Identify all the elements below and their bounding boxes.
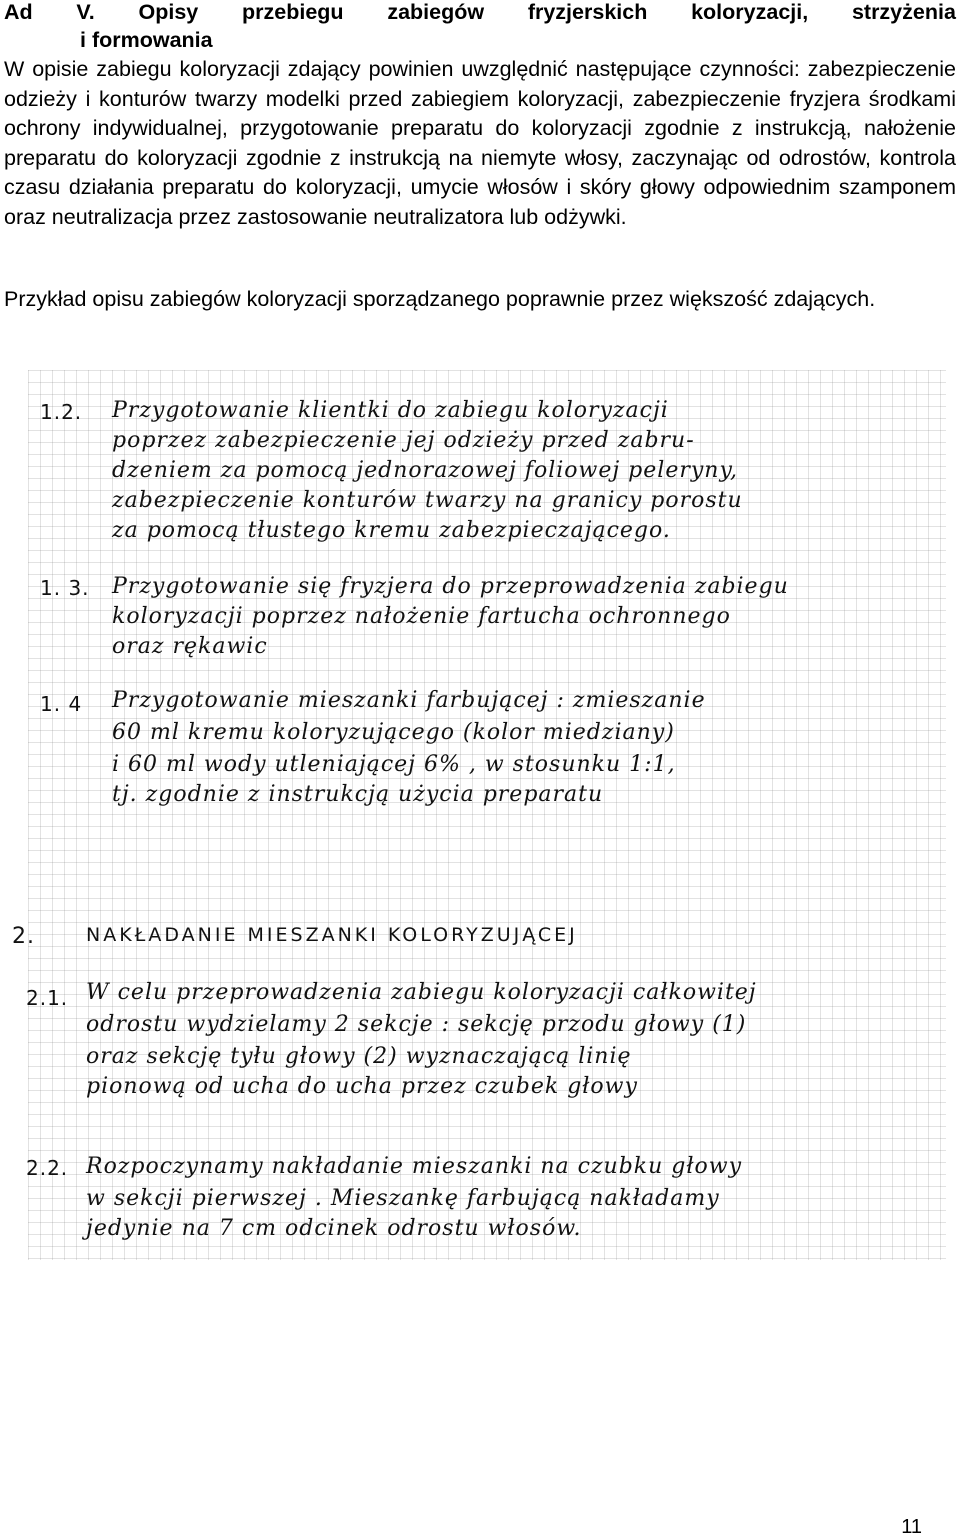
handwritten-line: oraz sekcję tyłu głowy (2) wyznaczającą linię — [86, 1044, 632, 1069]
heading-word: fryzjerskich — [527, 0, 648, 24]
section-2-number: 2. — [12, 924, 35, 949]
handwritten-line: Przygotowanie klientki do zabiegu koloryzacji — [112, 398, 669, 423]
handwritten-line: oraz rękawic — [112, 634, 268, 659]
handwritten-line: Przygotowanie się fryzjera do przeprowadzenia zabiegu — [112, 574, 789, 599]
handwritten-line: 60 ml kremu koloryzującego (kolor miedziany) — [112, 720, 675, 745]
heading-word: koloryzacji, — [691, 0, 809, 24]
heading-word: przebiegu — [242, 0, 344, 24]
intro-paragraph: W opisie zabiegu koloryzacji zdający powinien uwzględnić następujące czynności: zabezpieczenie odzieży i konturów twarzy modelki przed zabiegiem koloryzacji, zabezpieczenie fryzjera środkami ochrony indywidualnej, przygotowanie preparatu do koloryzacji zgodnie z instrukcją, nałożenie preparatu do koloryzacji zgodnie z instrukcją na niemyte włosy, zaczynając od odrostów, kontrola czasu działania preparatu do koloryzacji, umycie włosów i skóry głowy odpowiednim szamponem oraz neutralizacja przez zastosowanie neutralizatora lub odżywki. — [4, 57, 956, 229]
handwritten-line: dzeniem za pomocą jednorazowej foliowej peleryny, — [112, 458, 738, 483]
handwritten-line: Przygotowanie mieszanki farbującej : zmieszanie — [112, 688, 706, 713]
handwritten-answer-scan — [12, 370, 946, 1260]
section-1-3-number: 1. 3. — [40, 576, 90, 600]
heading-word: zabiegów — [387, 0, 485, 24]
heading-word: strzyżenia — [851, 0, 956, 24]
handwritten-line: za pomocą tłustego kremu zabezpieczającego. — [112, 518, 671, 543]
section-2-title: NAKŁADANIE MIESZANKI KOLORYZUJĄCEJ — [86, 924, 578, 946]
handwritten-line: W celu przeprowadzenia zabiegu koloryzacji całkowitej — [86, 980, 757, 1005]
handwritten-line: tj. zgodnie z instrukcją użycia preparatu — [112, 782, 604, 807]
handwritten-line: i 60 ml wody utleniającej 6% , w stosunku 1:1, — [112, 752, 676, 777]
heading-word: Ad — [4, 0, 33, 24]
section-2-2-number: 2.2. — [26, 1156, 69, 1180]
handwritten-line: zabezpieczenie konturów twarzy na granicy porostu — [112, 488, 743, 513]
handwritten-line: koloryzacji poprzez nałożenie fartucha ochronnego — [112, 604, 731, 629]
heading-word: V. — [76, 0, 95, 24]
section-1-4-number: 1. 4 — [40, 692, 83, 716]
handwritten-line: pionową od ucha do ucha przez czubek głowy — [86, 1074, 638, 1099]
section-1-2-number: 1.2. — [40, 400, 83, 424]
handwritten-line: jedynie na 7 cm odcinek odrostu włosów. — [86, 1216, 582, 1241]
heading-word: Opisy — [138, 0, 199, 24]
example-intro-paragraph: Przykład opisu zabiegów koloryzacji sporządzanego poprawnie przez większość zdających. — [4, 287, 876, 311]
heading-line-1 — [4, 0, 956, 26]
handwritten-line: poprzez zabezpieczenie jej odzieży przed zabru- — [112, 428, 695, 453]
section-2-1-number: 2.1. — [26, 986, 69, 1010]
heading-line-2: i formowania — [80, 28, 213, 52]
handwritten-line: w sekcji pierwszej . Mieszankę farbującą nakładamy — [86, 1186, 720, 1211]
document-heading — [4, 0, 956, 54]
page-number: 11 — [901, 1516, 922, 1538]
handwritten-line: Rozpoczynamy nakładanie mieszanki na czubku głowy — [86, 1154, 743, 1179]
handwritten-line: odrostu wydzielamy 2 sekcje : sekcję przodu głowy (1) — [86, 1012, 747, 1037]
